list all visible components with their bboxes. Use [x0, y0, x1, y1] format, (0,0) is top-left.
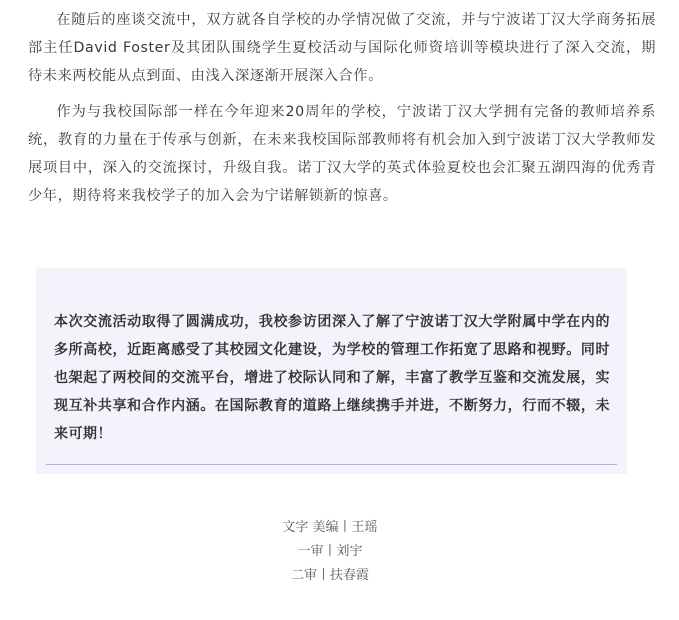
- credit-writer-editor: 文字 美编丨王瑶: [282, 520, 378, 535]
- summary-divider: [46, 464, 617, 465]
- article-body: [28, 6, 656, 210]
- credit-first-review: 一审丨刘宇: [297, 544, 363, 559]
- credits: [0, 516, 660, 588]
- credit-second-review: 二审丨扶春霞: [290, 568, 369, 583]
- article-paragraph: 作为与我校国际部一样在今年迎来20周年的学校，宁波诺丁汉大学拥有完备的教师培养系统，教育的力量在于传承与创新，在未来我校国际部教师将有机会加入到宁波诺丁汉大学教师发展项目中，深入的交流探讨，升级自我。诺丁汉大学的英式体验夏校也会汇聚五湖四海的优秀青少年，期待将来我校学子的加入会为宁诺解锁新的惊喜。: [28, 104, 656, 204]
- summary-box: [36, 268, 627, 474]
- summary-text: 本次交流活动取得了圆满成功，我校参访团深入了解了宁波诺丁汉大学附属中学在内的多所高校，近距离感受了其校园文化建设，为学校的管理工作拓宽了思路和视野。同时也架起了两校间的交流平台，增进了校际认同和了解，丰富了教学互鉴和交流发展，实现互补共享和合作内涵。在国际教育的道路上继续携手并进，不断努力，行而不辍，未来可期！: [54, 314, 610, 442]
- article-paragraph: 在随后的座谈交流中，双方就各自学校的办学情况做了交流，并与宁波诺丁汉大学商务拓展部主任David Foster及其团队围绕学生夏校活动与国际化师资培训等模块进行了深入交流，期待未来两校能从点到面、由浅入深逐渐开展深入合作。: [28, 12, 656, 84]
